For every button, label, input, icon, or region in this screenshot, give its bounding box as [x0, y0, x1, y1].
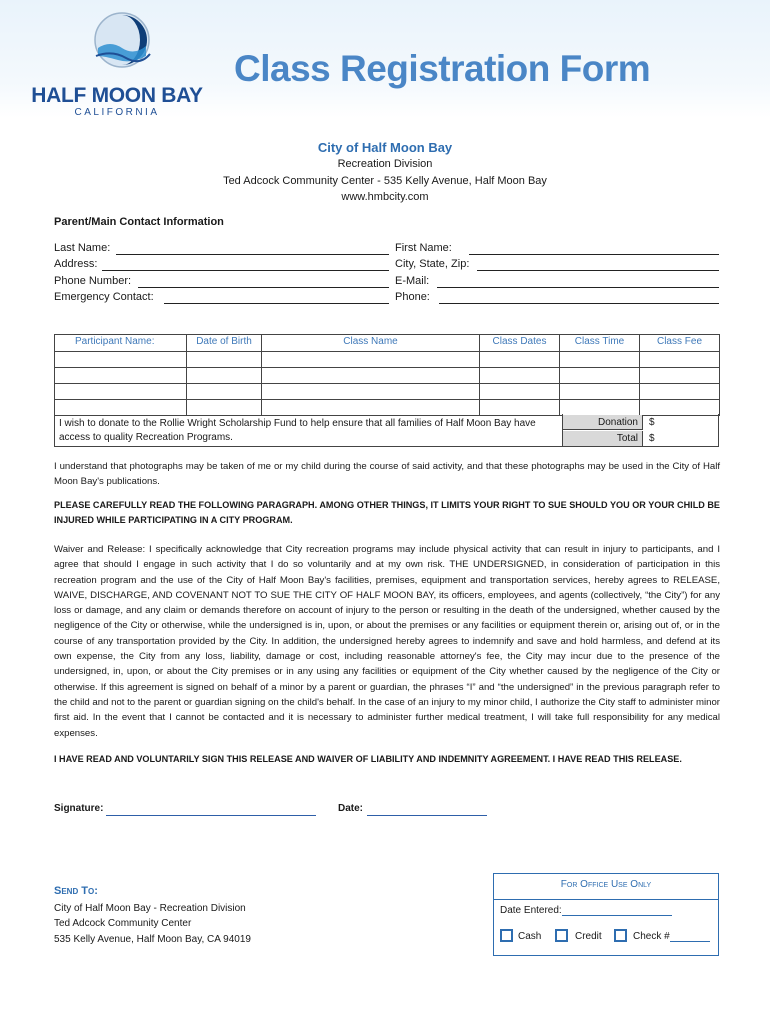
- phone-number-label: Phone Number:: [54, 275, 132, 287]
- table-cell[interactable]: [262, 368, 480, 384]
- first-name-field[interactable]: [395, 242, 719, 256]
- email-label: E-Mail:: [395, 275, 430, 287]
- address-line: Ted Adcock Community Center - 535 Kelly Avenue, Half Moon Bay: [223, 175, 547, 187]
- waiver-text: Waiver and Release: I specifically acknowledge that City recreation programs may include physical activity that can result in injury to participants, and I agree that should I engage in such activity that I do so voluntarily and at my own risk. THE UNDERSIGNED, in consideration of participation in this recreation program and the use of the City of Half Moon Bay's facilities, premises, equipment and transportation services, hereby agrees to RELEASE, WAIVE, DISCHARGE, AND COVENANT NOT TO SUE THE CITY OF HALF MOON BAY, its officers, employees, and agents (collectively, “the City”) for any loss or damage, and any claim or demands therefore on account of injury to the person or resulting in the death of the undersigned, whether caused by the negligence of the City or otherwise, while the undersigned is in, upon, or about the premises or any facilities or equipment therein or, arising out of, or in the course of any transportation provided by the City. In addition, the undersigned hereby agrees to indemnify and save and hold harmless, and defend at its own expense, the City from any loss, liability, damage or cost, including reasonable attorney's fee, the City may incur due to the presence of the undersigned, in, upon, or about the City premises or in any using any facilities or equipment of the City whether caused by the negligence of the City or otherwise. If this agreement is signed on behalf of a minor by a parent or guardian, the phrases “I” and “the undersigned” in the previous paragraph refer to the child and not to the parent or guardian signing on the child's behalf. In the case of an injury to my minor child, I authorize the City staff to administer minor first aid. In the event that I cannot be contacted and it is necessary to administer further medical treatment, I will take full responsibility for any medical expenses.: [54, 544, 720, 739]
- date-entered-field[interactable]: [500, 905, 672, 916]
- emergency-contact-field[interactable]: [54, 291, 389, 305]
- table-cell[interactable]: [187, 352, 262, 368]
- date-field[interactable]: [367, 815, 487, 816]
- table-cell[interactable]: [262, 384, 480, 400]
- table-cell[interactable]: [55, 368, 187, 384]
- col-class-time: Class Time: [560, 335, 640, 352]
- table-row: [55, 352, 720, 368]
- last-name-label: Last Name:: [54, 242, 111, 254]
- table-row: [55, 368, 720, 384]
- table-cell[interactable]: [560, 368, 640, 384]
- emergency-contact-line[interactable]: [164, 303, 389, 304]
- city-logo: [22, 10, 212, 118]
- city-state-zip-line[interactable]: [477, 270, 719, 271]
- table-header-row: [55, 335, 720, 352]
- table-row: [55, 384, 720, 400]
- total-amount-field[interactable]: $: [649, 433, 655, 444]
- checkbox-icon[interactable]: [614, 929, 627, 942]
- division-line: Recreation Division: [337, 158, 433, 170]
- credit-label: Credit: [575, 931, 602, 942]
- participant-table: [54, 334, 720, 416]
- col-date-of-birth: Date of Birth: [187, 335, 262, 352]
- table-cell[interactable]: [560, 352, 640, 368]
- city-state-zip-label: City, State, Zip:: [395, 258, 470, 270]
- send-to-line-3: 535 Kelly Avenue, Half Moon Bay, CA 94019: [54, 934, 251, 945]
- website-line: www.hmbcity.com: [341, 191, 429, 203]
- phone-number-line[interactable]: [138, 287, 389, 288]
- city-title: City of Half Moon Bay: [317, 140, 453, 155]
- donation-amount-field[interactable]: $: [649, 417, 655, 428]
- send-to-line-1: City of Half Moon Bay - Recreation Division: [54, 903, 246, 914]
- table-cell[interactable]: [262, 352, 480, 368]
- table-cell[interactable]: [187, 368, 262, 384]
- table-cell[interactable]: [55, 352, 187, 368]
- last-name-line[interactable]: [116, 254, 389, 255]
- col-class-fee: Class Fee: [640, 335, 720, 352]
- table-cell[interactable]: [480, 384, 560, 400]
- table-cell[interactable]: [55, 384, 187, 400]
- table-cell[interactable]: [640, 368, 720, 384]
- date-entered-label: Date Entered:: [500, 905, 562, 916]
- check-label: Check #: [633, 931, 670, 942]
- office-use-heading: For Office Use Only: [494, 874, 718, 900]
- address-line-input[interactable]: [102, 270, 389, 271]
- email-line[interactable]: [437, 287, 719, 288]
- form-title: Class Registration Form: [234, 48, 651, 89]
- table-cell[interactable]: [640, 384, 720, 400]
- address-label: Address:: [54, 258, 98, 270]
- emergency-contact-label: Emergency Contact:: [54, 291, 154, 303]
- phone-label: Phone:: [395, 291, 430, 303]
- first-name-label: First Name:: [395, 242, 452, 254]
- last-name-field[interactable]: [54, 242, 389, 256]
- check-number-line[interactable]: [670, 931, 710, 942]
- donation-row: [54, 414, 719, 447]
- send-to-heading: Send To:: [54, 885, 98, 897]
- donation-totals: [562, 414, 696, 446]
- phone-number-field[interactable]: [54, 275, 389, 289]
- cash-label: Cash: [518, 931, 542, 942]
- checkbox-icon[interactable]: [555, 929, 568, 942]
- table-cell[interactable]: [560, 384, 640, 400]
- acknowledgement-text: I HAVE READ AND VOLUNTARILY SIGN THIS RELEASE AND WAIVER OF LIABILITY AND INDEMNITY AGREEMENT. I HAVE READ THIS RELEASE.: [54, 754, 682, 764]
- checkbox-icon[interactable]: [500, 929, 513, 942]
- moon-wave-icon: [92, 10, 152, 70]
- send-to-line-2: Ted Adcock Community Center: [54, 918, 192, 929]
- col-class-name: Class Name: [262, 335, 480, 352]
- office-use-box: [493, 873, 719, 956]
- logo-subtitle: CALIFORNIA: [74, 107, 160, 118]
- donation-label: Donation: [563, 415, 643, 430]
- photo-consent-text: I understand that photographs may be taken of me or my child during the course of said activity, and that these photographs may be used in the City of Half Moon Bay's publications.: [54, 461, 720, 488]
- table-cell[interactable]: [187, 384, 262, 400]
- email-field[interactable]: [395, 275, 719, 289]
- table-cell[interactable]: [480, 352, 560, 368]
- contact-section-heading: Parent/Main Contact Information: [54, 216, 224, 228]
- city-state-zip-field[interactable]: [395, 258, 719, 272]
- phone-line[interactable]: [439, 303, 719, 304]
- donation-text: I wish to donate to the Rollie Wright Scholarship Fund to help ensure that all families of Half Moon Bay have access to quality Recreation Programs.: [59, 418, 536, 443]
- table-cell[interactable]: [480, 368, 560, 384]
- phone-field[interactable]: [395, 291, 719, 305]
- table-cell[interactable]: [640, 352, 720, 368]
- date-label: Date:: [338, 803, 364, 814]
- col-participant-name: Participant Name:: [55, 335, 187, 352]
- warning-text: PLEASE CAREFULLY READ THE FOLLOWING PARAGRAPH. AMONG OTHER THINGS, IT LIMITS YOUR RIGHT TO SUE SHOULD YOU OR YOUR CHILD BE INJURED WHILE PARTICIPATING IN A CITY PROGRAM.: [54, 500, 720, 526]
- address-field[interactable]: [54, 258, 389, 272]
- signature-field[interactable]: [106, 815, 316, 816]
- total-label: Total: [563, 431, 643, 446]
- logo-name: HALF MOON BAY: [31, 84, 203, 107]
- first-name-line[interactable]: [469, 254, 719, 255]
- date-entered-line[interactable]: [562, 905, 672, 916]
- signature-label: Signature:: [54, 803, 104, 814]
- col-class-dates: Class Dates: [480, 335, 560, 352]
